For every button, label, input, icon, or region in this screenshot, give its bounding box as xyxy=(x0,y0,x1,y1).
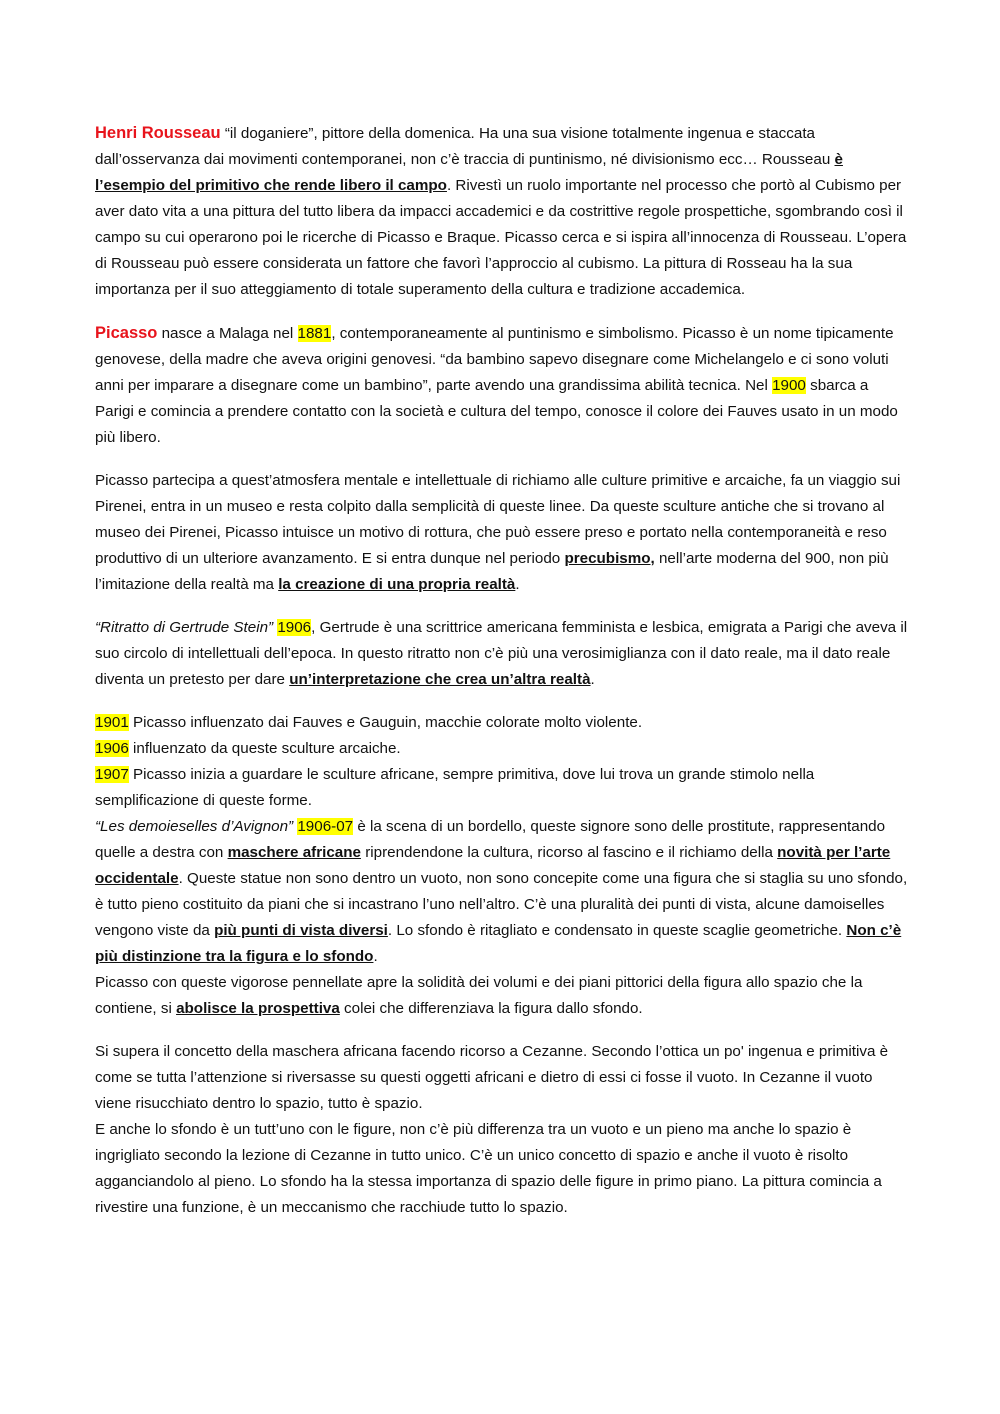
heading-rousseau: Henri Rousseau xyxy=(95,124,221,142)
text: riprendendone la cultura, ricorso al fascino e il richiamo della xyxy=(360,844,778,861)
paragraph-rousseau xyxy=(95,120,910,303)
text: . xyxy=(373,948,378,965)
text: . Lo sfondo è ritagliato e condensato in queste scaglie geometriche. xyxy=(387,922,847,939)
highlighted-year: 1906-07 xyxy=(297,818,354,835)
emphasis: novità per l’arte occidentale xyxy=(95,844,891,887)
text: . Queste statue non sono dentro un vuoto, non sono concepite come una figura che si staglia su uno sfondo, è tutto pieno costituito da piani che si incastrano l’uno nell’altro. C’è una pluralità dei punti di vista, alcune damoiselles vengono viste da xyxy=(95,870,908,939)
emphasis: un’interpretazione che crea un’altra realtà xyxy=(289,671,591,688)
text: Picasso con queste vigorose pennellate apre la solidità dei volumi e dei piani pittorici della figura allo spazio che la contiene, si xyxy=(95,974,863,1017)
text: Picasso partecipa a quest’atmosfera mentale e intellettuale di richiamo alle culture primitive e arcaiche, fa un viaggio sui Pirenei, entra in un museo e resta colpito dalla semplicità di queste linee. Da queste sculture antiche che si trovano al museo dei Pirenei, Picasso intuisce un motivo di rottura, che può essere preso e portato nella contemporaneità e reso produttivo di un ulteriore avanzamento. E si entra dunque nel periodo xyxy=(95,472,901,567)
artwork-title: “Ritratto di Gertrude Stein” xyxy=(95,619,274,636)
text: Picasso inizia a guardare le sculture africane, sempre primitiva, dove lui trova un grande stimolo nella semplificazione di queste forme. xyxy=(95,766,815,809)
paragraph-picasso xyxy=(95,320,910,451)
text: influenzato da queste sculture arcaiche. xyxy=(128,740,401,757)
artwork-title: “Les demoieselles d’Avignon” xyxy=(95,818,294,835)
emphasis: precubismo, xyxy=(564,550,655,567)
text: . xyxy=(590,671,595,688)
highlighted-year: 1906 xyxy=(95,740,129,757)
highlighted-year: 1901 xyxy=(95,714,129,731)
text: sbarca a Parigi e comincia a prendere contatto con la società e cultura del tempo, conosce il colore dei Fauves usato in un modo più libero. xyxy=(95,377,898,446)
text: Picasso influenzato dai Fauves e Gauguin, macchie colorate molto violente. xyxy=(128,714,643,731)
emphasis: maschere africane xyxy=(227,844,361,861)
emphasis: la creazione di una propria realtà xyxy=(278,576,516,593)
text: nell’arte moderna del 900, non più l’imitazione della realtà ma xyxy=(95,550,889,593)
highlighted-year: 1907 xyxy=(95,766,129,783)
emphasis: abolisce la prospettiva xyxy=(176,1000,340,1017)
emphasis: è l’esempio del primitivo che rende libero il campo xyxy=(95,151,843,194)
timeline-1901 xyxy=(95,710,910,736)
emphasis: Non c’è più distinzione tra la figura e lo sfondo xyxy=(95,922,902,965)
paragraph-avignon-2 xyxy=(95,970,910,1022)
text: colei che differenziava la figura dallo sfondo. xyxy=(339,1000,643,1017)
text: . xyxy=(515,576,520,593)
paragraph-precubismo xyxy=(95,468,910,598)
paragraph-cezanne-2: E anche lo sfondo è un tutt’uno con le figure, non c’è più differenza tra un vuoto e un pieno ma anche lo spazio è ingrigliato secondo la lezione di Cezanne in tutto unico. C’è un unico concetto di spazio e anche il vuoto è risolto agganciandolo al pieno. Lo sfondo ha la stessa importanza di spazio delle figure in primo piano. La pittura comincia a rivestire una funzione, è un meccanismo che racchiude tutto lo spazio. xyxy=(95,1121,882,1216)
timeline-1906 xyxy=(95,736,910,762)
paragraph-cezanne-1: Si supera il concetto della maschera africana facendo ricorso a Cezanne. Secondo l’ottica un po' ingenua e primitiva è come se tutta l’attenzione si riversasse su questi oggetti africani e dietro di essi ci fosse il vuoto. In Cezanne il vuoto viene risucchiato dentro lo spazio, tutto è spazio. xyxy=(95,1043,889,1112)
text: è la scena di un bordello, queste signore sono delle prostitute, rappresentando quelle a destra con xyxy=(95,818,886,861)
heading-picasso: Picasso xyxy=(95,324,158,342)
paragraph-stein xyxy=(95,615,910,693)
document-page xyxy=(95,120,910,1238)
timeline-1907 xyxy=(95,762,910,814)
text: “il doganiere”, pittore della domenica. Ha una sua visione totalmente ingenua e staccata dall’osservanza dai movimenti contemporanei, non c’è traccia di puntinismo, né divisionismo ecc… Rousseau xyxy=(95,125,835,168)
text: . Rivestì un ruolo importante nel processo che portò al Cubismo per aver dato vita a una pittura del tutto libera da impacci accademici e da costrittive regole prospettiche, sgombrando così il campo su cui operarono poi le ricerche di Picasso e Braque. Picasso cerca e si ispira all’innocenza di Rousseau. L’opera di Rousseau può essere considerata un fattore che favorì l’approccio al cubismo. La pittura di Rosseau ha la sua importanza per il suo atteggiamento di totale superamento della cultura e tradizione accademica. xyxy=(95,177,907,298)
text: , contemporaneamente al puntinismo e simbolismo. Picasso è un nome tipicamente genovese, della madre che aveva origini genovesi. “da bambino sapevo disegnare come Michelangelo e ci sono voluti anni per imparare a disegnare come un bambino”, parte avendo una grandissima abilità tecnica. Nel xyxy=(95,325,894,394)
highlighted-year: 1906 xyxy=(277,619,312,636)
highlighted-year: 1881 xyxy=(297,325,332,342)
emphasis: più punti di vista diversi xyxy=(214,922,388,939)
highlighted-year: 1900 xyxy=(772,377,806,394)
text: , Gertrude è una scrittrice americana femminista e lesbica, emigrata a Parigi che aveva il suo circolo di intellettuali dell’epoca. In questo ritratto non c’è più una verosimiglianza con il dato reale, ma il dato reale diventa un pretesto per dare xyxy=(95,619,908,688)
text: nasce a Malaga nel xyxy=(157,325,298,342)
paragraph-avignon xyxy=(95,814,910,970)
